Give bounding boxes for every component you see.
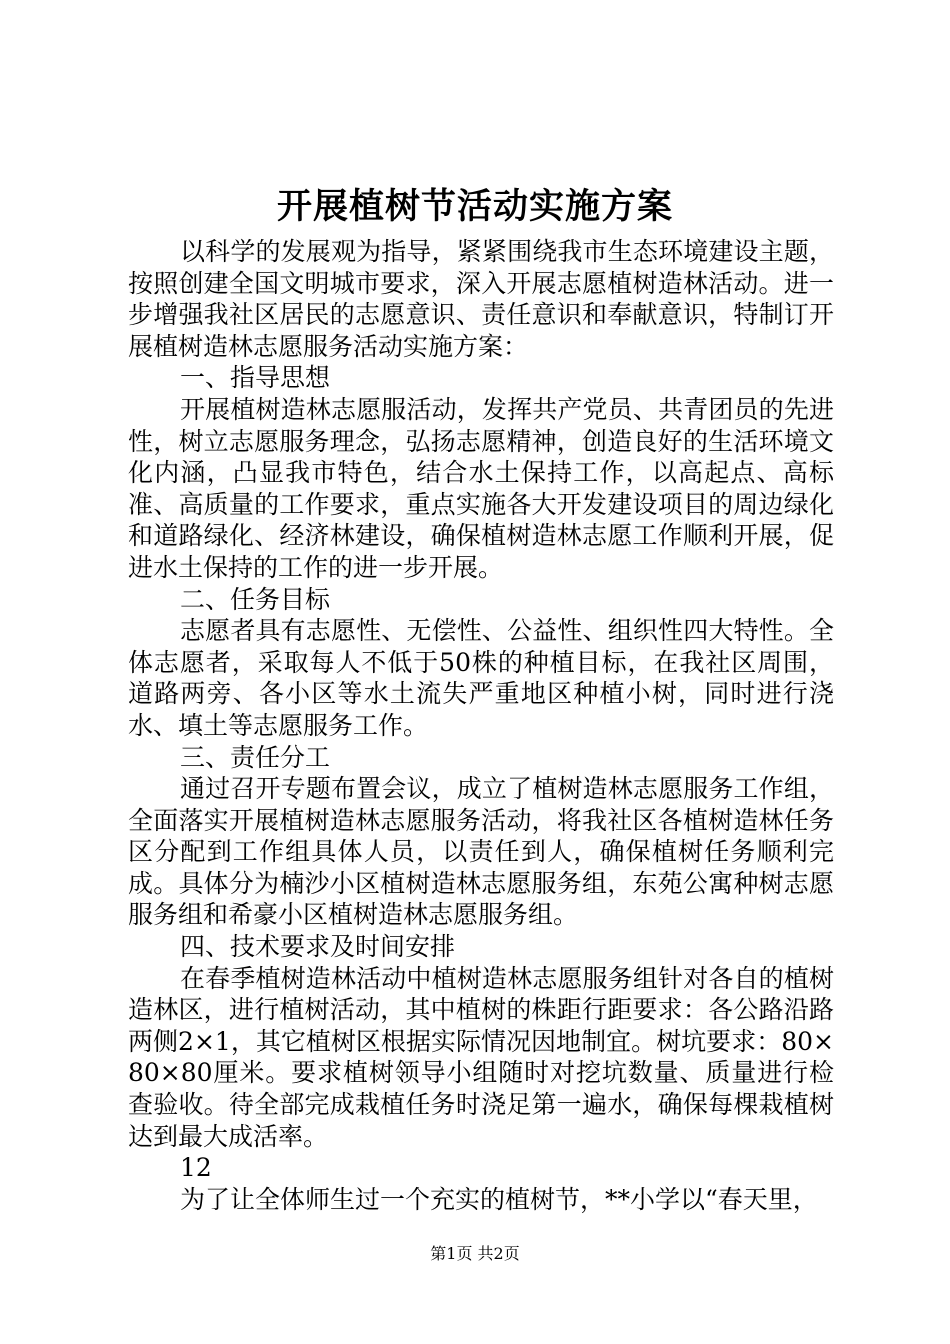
page-footer: 第1页 共2页 [430,1244,520,1263]
closing-paragraph: 为了让全体师生过一个充实的植树节，**小学以“春天里， [180,1184,818,1214]
responsibility-paragraph: 通过召开专题布置会议，成立了植树造林志愿服务工作组，全面落实开展植树造林志愿服务活动，将我社区各植树造林任务区分配到工作组具体人员，以责任到人，确保植树任务顺利完成。具体分为楠沙小区植树造林志愿服务组，东苑公寓种树志愿服务组和希豪小区植树造林志愿服务组。 [128,774,834,930]
guiding-ideology-paragraph: 开展植树造林志愿服活动，发挥共产党员、共青团员的先进性，树立志愿服务理念，弘扬志愿精神，创造良好的生活环境文化内涵，凸显我市特色，结合水土保持工作，以高起点、高标准、高质量的工作要求，重点实施各大开发建设项目的周边绿化和道路绿化、经济林建设，确保植树造林志愿工作顺利开展，促进水土保持的工作的进一步开展。 [128,394,834,582]
technical-requirements-paragraph: 在春季植树造林活动中植树造林志愿服务组针对各自的植树造林区，进行植树活动，其中植树的株距行距要求：各公路沿路两侧2×1，其它植树区根据实际情况因地制宜。树坑要求：80×80×80厘米。要求植树领导小组随时对挖坑数量、质量进行检查验收。待全部完成栽植任务时浇足第一遍水，确保每棵栽植树达到最大成活率。 [128,963,834,1151]
document-title: 开展植树节活动实施方案 [276,186,673,227]
section-heading-guiding-ideology: 一、指导思想 [180,363,331,393]
document-body [128,236,834,1215]
intro-paragraph: 以科学的发展观为指导，紧紧围绕我市生态环境建设主题，按照创建全国文明城市要求，深入开展志愿植树造林活动。进一步增强我社区居民的志愿意识、责任意识和奉献意识，特制订开展植树造林志愿服务活动实施方案： [128,237,834,361]
section-heading-task-goals: 二、任务目标 [180,584,331,614]
section-heading-responsibility: 三、责任分工 [180,742,331,772]
number-line: 12 [180,1153,212,1183]
task-goals-paragraph: 志愿者具有志愿性、无偿性、公益性、组织性四大特性。全体志愿者，采取每人不低于50株的种植目标，在我社区周围，道路两旁、各小区等水土流失严重地区种植小树，同时进行浇水、填土等志愿服务工作。 [128,616,834,740]
section-heading-technical-requirements: 四、技术要求及时间安排 [180,932,456,962]
